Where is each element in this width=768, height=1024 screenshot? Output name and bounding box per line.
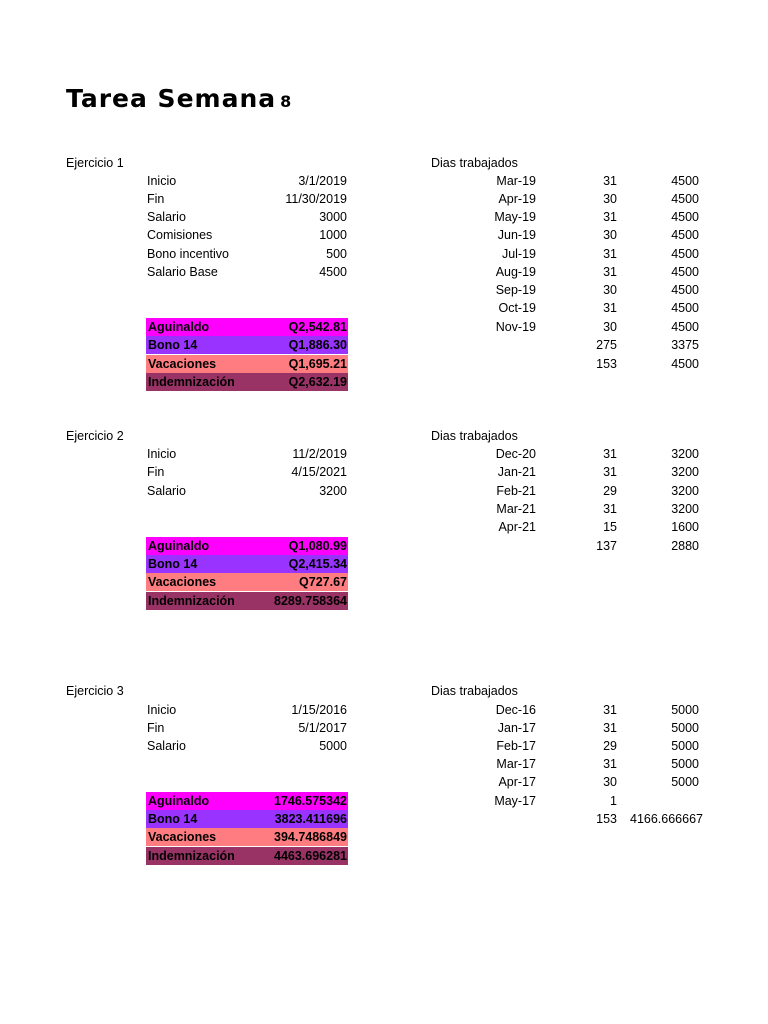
- month-amount: 3200: [671, 484, 699, 498]
- total-days: 153: [596, 812, 617, 826]
- result-value: Q2,415.34: [288, 557, 347, 571]
- field-value: 1/15/2016: [291, 703, 347, 717]
- month-amount: 5000: [671, 757, 699, 771]
- month-label: Jun-19: [497, 228, 536, 242]
- result-value: Q2,632.19: [288, 375, 347, 389]
- month-days: 31: [603, 703, 617, 717]
- month-label: Jan-17: [497, 721, 536, 735]
- month-label: Mar-19: [496, 174, 536, 188]
- month-days: 29: [603, 484, 617, 498]
- result-value: Q1,080.99: [288, 539, 347, 553]
- dias-trabajados-label: Dias trabajados: [431, 429, 518, 443]
- month-days: 15: [603, 520, 617, 534]
- indemnizacion-cell: [146, 847, 348, 865]
- month-label: Apr-21: [498, 520, 536, 534]
- result-value: Q1,695.21: [288, 357, 347, 371]
- result-label: Vacaciones: [148, 357, 217, 371]
- result-value: Q1,886.30: [288, 338, 347, 352]
- month-amount: 4500: [671, 210, 699, 224]
- field-value: 11/30/2019: [285, 192, 347, 206]
- field-value: 500: [326, 247, 347, 261]
- field-label: Salario: [147, 739, 186, 753]
- field-label: Inicio: [147, 174, 177, 188]
- month-label: May-19: [494, 210, 536, 224]
- month-days: 31: [603, 301, 617, 315]
- month-days: 29: [603, 739, 617, 753]
- month-amount: 4500: [671, 247, 699, 261]
- result-label: Indemnización: [148, 375, 235, 389]
- month-days: 30: [603, 775, 617, 789]
- field-label: Inicio: [147, 447, 177, 461]
- result-label: Bono 14: [148, 812, 198, 826]
- aguinaldo-cell: [146, 537, 348, 555]
- month-label: Mar-17: [496, 757, 536, 771]
- result-label: Aguinaldo: [148, 794, 210, 808]
- exercise-heading: Ejercicio 3: [66, 684, 124, 698]
- field-label: Comisiones: [147, 228, 213, 242]
- field-label: Salario Base: [147, 265, 218, 279]
- result-value: 3823.411696: [274, 812, 347, 826]
- month-days: 31: [603, 247, 617, 261]
- month-days: 30: [603, 228, 617, 242]
- bono14-cell: [146, 810, 348, 828]
- month-days: 31: [603, 502, 617, 516]
- month-days: 31: [603, 265, 617, 279]
- month-label: Oct-19: [498, 301, 536, 315]
- month-label: Apr-17: [498, 775, 536, 789]
- result-label: Vacaciones: [148, 830, 217, 844]
- month-amount: 4500: [671, 320, 699, 334]
- month-amount: 5000: [671, 703, 699, 717]
- month-days: 31: [603, 465, 617, 479]
- field-label: Fin: [147, 465, 165, 479]
- month-amount: 4500: [671, 228, 699, 242]
- field-label: Salario: [147, 210, 186, 224]
- field-value: 1000: [319, 228, 347, 242]
- page-title: [66, 84, 292, 113]
- result-label: Aguinaldo: [148, 320, 210, 334]
- month-days: 31: [603, 210, 617, 224]
- result-label: Bono 14: [148, 557, 198, 571]
- month-amount: 3200: [671, 447, 699, 461]
- vacaciones-cell: [146, 828, 348, 846]
- vacaciones-cell: [146, 355, 348, 373]
- month-amount: 4500: [671, 301, 699, 315]
- month-label: Jul-19: [501, 247, 536, 261]
- total-amount: 3375: [671, 338, 699, 352]
- month-amount: 4500: [671, 283, 699, 297]
- exercise-heading: Ejercicio 2: [66, 429, 124, 443]
- total-amount: 4166.666667: [630, 812, 703, 826]
- total-days: 153: [596, 357, 617, 371]
- title-text: Tarea Semana: [66, 84, 277, 113]
- month-amount: 4500: [671, 174, 699, 188]
- result-label: Vacaciones: [148, 575, 217, 589]
- field-value: 5000: [319, 739, 347, 753]
- exercise-heading: Ejercicio 1: [66, 156, 124, 170]
- title-number: 8: [280, 92, 293, 111]
- field-label: Salario: [147, 484, 186, 498]
- month-label: Mar-21: [496, 502, 536, 516]
- aguinaldo-cell: [146, 318, 348, 336]
- total-days: 275: [596, 338, 617, 352]
- total-days: 137: [596, 539, 617, 553]
- total-amount: 2880: [671, 539, 699, 553]
- result-label: Aguinaldo: [148, 539, 210, 553]
- result-value: 1746.575342: [274, 794, 347, 808]
- month-label: Dec-20: [495, 447, 536, 461]
- dias-trabajados-label: Dias trabajados: [431, 684, 518, 698]
- month-label: Apr-19: [498, 192, 536, 206]
- month-days: 31: [603, 447, 617, 461]
- month-label: Nov-19: [495, 320, 536, 334]
- month-days: 30: [603, 283, 617, 297]
- result-value: 8289.758364: [274, 594, 347, 608]
- month-days: 31: [603, 757, 617, 771]
- month-days: 1: [610, 794, 617, 808]
- month-amount: 3200: [671, 465, 699, 479]
- month-days: 31: [603, 721, 617, 735]
- month-amount: 5000: [671, 775, 699, 789]
- month-label: Dec-16: [495, 703, 536, 717]
- month-days: 31: [603, 174, 617, 188]
- field-label: Fin: [147, 192, 165, 206]
- month-days: 30: [603, 192, 617, 206]
- field-value: 11/2/2019: [292, 447, 347, 461]
- result-label: Bono 14: [148, 338, 198, 352]
- aguinaldo-cell: [146, 792, 348, 810]
- field-label: Inicio: [147, 703, 177, 717]
- month-label: Sep-19: [495, 283, 536, 297]
- month-label: Feb-17: [496, 739, 536, 753]
- month-days: 30: [603, 320, 617, 334]
- month-amount: [630, 792, 699, 810]
- bono14-cell: [146, 336, 348, 354]
- field-value: 3/1/2019: [298, 174, 347, 188]
- result-label: Indemnización: [148, 849, 235, 863]
- result-value: 4463.696281: [274, 849, 347, 863]
- month-amount: 1600: [671, 520, 699, 534]
- month-amount: 3200: [671, 502, 699, 516]
- month-amount: 4500: [671, 192, 699, 206]
- month-amount: 4500: [671, 265, 699, 279]
- field-label: Bono incentivo: [147, 247, 230, 261]
- result-label: Indemnización: [148, 594, 235, 608]
- indemnizacion-cell: [146, 592, 348, 610]
- month-label: Aug-19: [495, 265, 536, 279]
- field-value: 4500: [319, 265, 347, 279]
- field-value: 5/1/2017: [298, 721, 347, 735]
- month-amount: 5000: [671, 721, 699, 735]
- month-label: May-17: [494, 794, 536, 808]
- field-label: Fin: [147, 721, 165, 735]
- month-label: Feb-21: [496, 484, 536, 498]
- indemnizacion-cell: [146, 373, 348, 391]
- result-value: 394.7486849: [274, 830, 347, 844]
- dias-trabajados-label: Dias trabajados: [431, 156, 518, 170]
- field-value: 4/15/2021: [291, 465, 347, 479]
- result-value: Q727.67: [299, 575, 347, 589]
- total-amount: 4500: [671, 357, 699, 371]
- field-value: 3200: [319, 484, 347, 498]
- month-amount: 5000: [671, 739, 699, 753]
- vacaciones-cell: [146, 573, 348, 591]
- result-value: Q2,542.81: [288, 320, 347, 334]
- field-value: 3000: [319, 210, 347, 224]
- month-label: Jan-21: [497, 465, 536, 479]
- bono14-cell: [146, 555, 348, 573]
